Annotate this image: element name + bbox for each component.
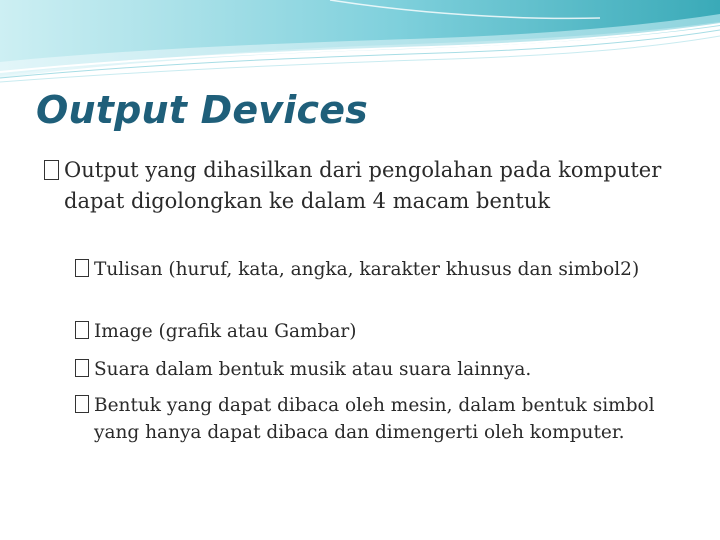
bullet-level2 xyxy=(75,356,664,383)
bullet-box-icon xyxy=(75,321,89,339)
bullet-box-icon xyxy=(75,395,89,413)
bullet-text: Tulisan (huruf, kata, angka, karakter khusus dan simbol2) xyxy=(94,259,640,280)
bullet-box-icon xyxy=(75,259,89,277)
bullet-text: Bentuk yang dapat dibaca oleh mesin, dalam bentuk simbol yang hanya dapat dibaca dan dimengerti oleh komputer. xyxy=(94,395,655,443)
bullet-level1 xyxy=(44,155,664,217)
bullet-box-icon xyxy=(75,359,89,377)
slide-title: Output Devices xyxy=(36,88,368,132)
bullet-level2 xyxy=(75,318,664,345)
bullet-level2 xyxy=(75,256,664,283)
bullet-level2 xyxy=(75,392,664,446)
bullet-text: Output yang dihasilkan dari pengolahan pada komputer dapat digolongkan ke dalam 4 macam bentuk xyxy=(64,158,662,213)
bullet-box-icon xyxy=(44,160,59,180)
bullet-text: Suara dalam bentuk musik atau suara lainnya. xyxy=(94,359,532,380)
bullet-text: Image (grafik atau Gambar) xyxy=(94,321,357,342)
